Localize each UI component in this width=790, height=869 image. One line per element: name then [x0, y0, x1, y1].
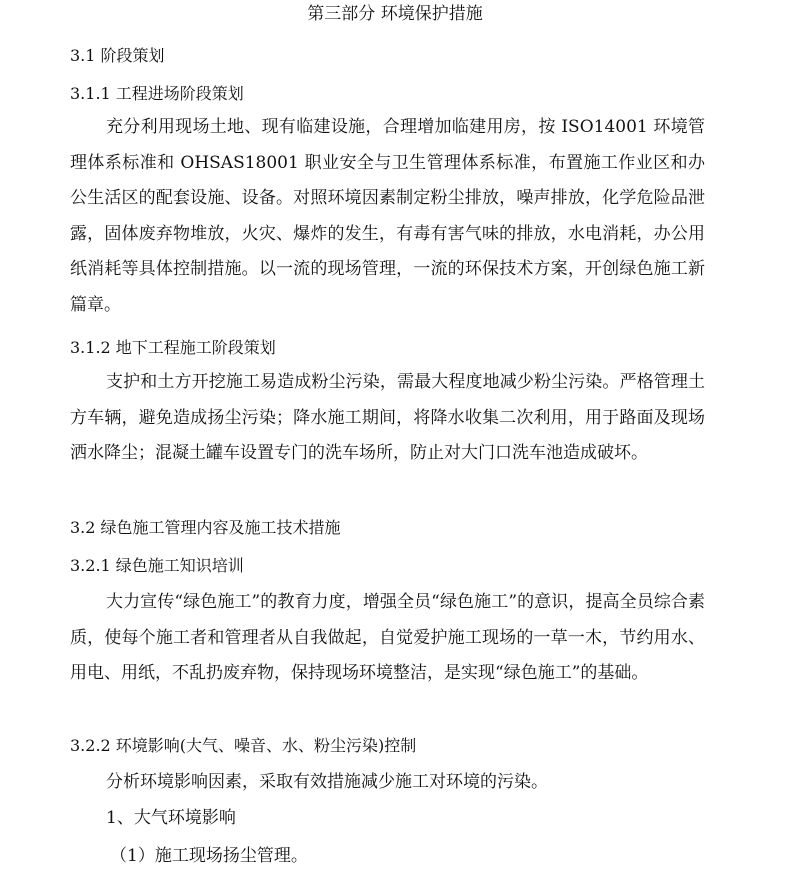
heading-3-1: 3.1 阶段策划 — [70, 46, 165, 65]
heading-3-2-1: 3.2.1 绿色施工知识培训 — [70, 556, 244, 575]
list-item-air: 1、大气环境影响 — [106, 808, 236, 828]
heading-3-2-2: 3.2.2 环境影响(大气、噪音、水、粉尘污染)控制 — [70, 736, 417, 755]
page-title: 第三部分 环境保护措施 — [307, 4, 483, 24]
paragraph-underground: 支护和土方开挖施工易造成粉尘污染，需最大程度地减少粉尘污染。严格管理土方车辆，避免造成扬尘污染；降水施工期间，将降水收集二次利用，用于路面及现场洒水降尘；混凝土罐车设置专门的洗车场所，防止对大门口洗车池造成破坏。 — [70, 372, 705, 463]
heading-3-1-2: 3.1.2 地下工程施工阶段策划 — [70, 338, 276, 357]
paragraph-analysis: 分析环境影响因素，采取有效措施减少施工对环境的污染。 — [106, 772, 548, 792]
list-item-dust: （1）施工现场扬尘管理。 — [110, 846, 308, 866]
heading-3-1-1: 3.1.1 工程进场阶段策划 — [70, 84, 244, 103]
paragraph-site-entry: 充分利用现场土地、现有临建设施，合理增加临建用房，按 ISO14001 环境管理体系标准和 OHSAS18001 职业安全与卫生管理体系标准，布置施工作业区和办公生活区的配套设施、设备。对照环境因素制定粉尘排放，噪声排放，化学危险品泄露，固体废弃物堆放，火灾、爆炸的发生，有毒有害气味的排放，水电消耗，办公用纸消耗等具体控制措施。以一流的现场管理，一流的环保技术方案，开创绿色施工新篇章。 — [70, 117, 705, 315]
heading-3-2: 3.2 绿色施工管理内容及施工技术措施 — [70, 518, 341, 537]
paragraph-training: 大力宣传“绿色施工”的教育力度，增强全员“绿色施工”的意识，提高全员综合素质，使每个施工者和管理者从自我做起，自觉爱护施工现场的一草一木，节约用水、用电、用纸，不乱扔废弃物，保持现场环境整洁，是实现“绿色施工”的基础。 — [70, 592, 705, 683]
